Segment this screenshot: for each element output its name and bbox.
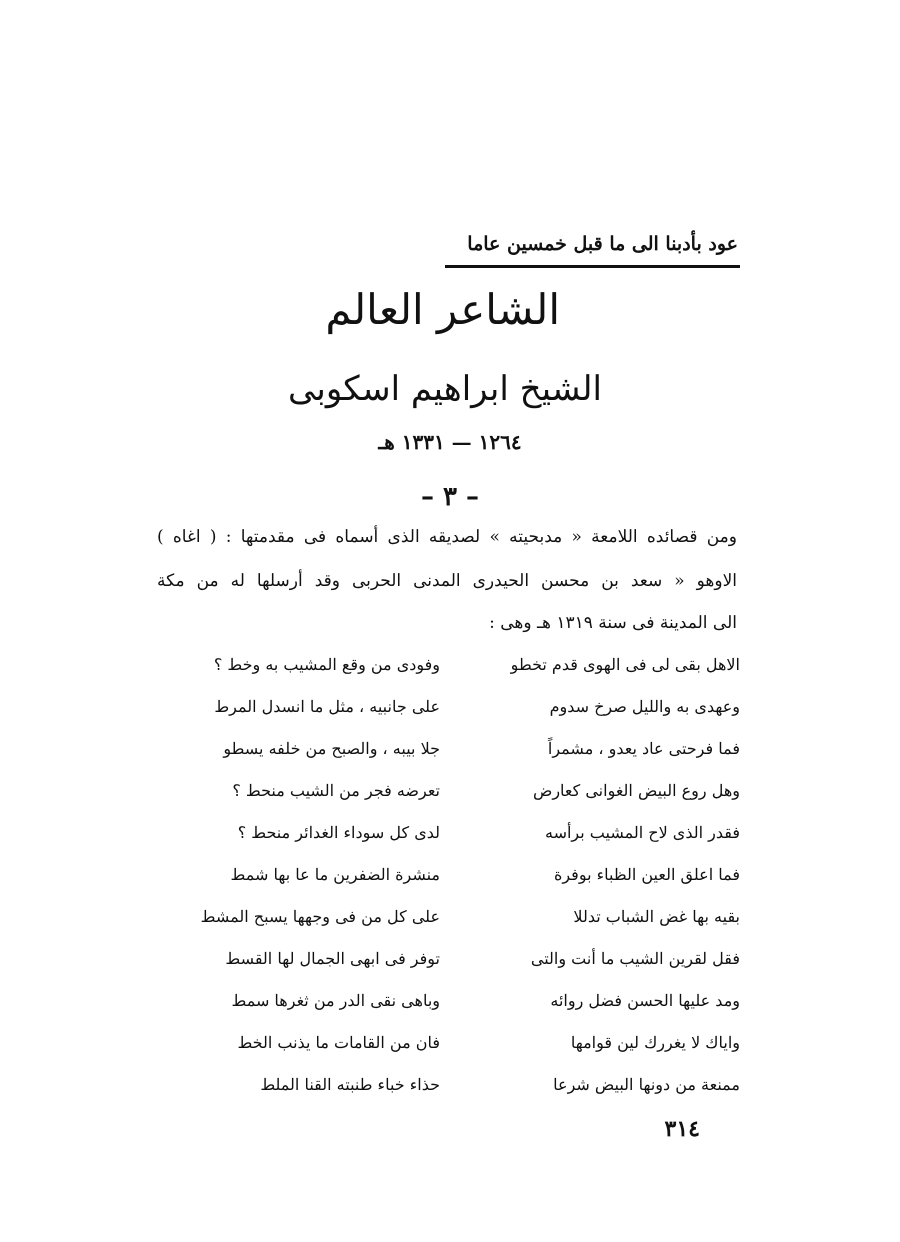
verse-second-hemistich: منشرة الضفرين ما عا بها شمط <box>230 865 440 884</box>
verse-second-hemistich: فان من القامات ما يذنب الخط <box>237 1033 440 1052</box>
verse-first-hemistich: فما فرحتى عاد يعدو ، مشمراً <box>547 739 740 758</box>
verse-second-hemistich: وفودى من وقع المشيب به وخط ؟ <box>213 655 440 674</box>
article-subtitle: الشيخ ابراهيم اسكوبى <box>288 369 602 409</box>
verse-second-hemistich: وباهى نقى الدر من ثغرها سمط <box>231 991 440 1010</box>
verse-first-hemistich: فما اعلق العين الظباء بوفرة <box>553 865 740 884</box>
poem-verse <box>160 772 740 810</box>
article-title: الشاعر العالم <box>325 285 560 334</box>
verse-second-hemistich: توفر فى ابهى الجمال لها القسط <box>225 949 440 968</box>
poem-verse <box>160 982 740 1020</box>
kicker-underline <box>445 265 740 268</box>
intro-line: الى المدينة فى سنة ١٣١٩ هـ وهى : <box>489 613 737 633</box>
poem-verse <box>160 646 740 684</box>
verse-second-hemistich: تعرضه فجر من الشيب منحط ؟ <box>232 781 440 800</box>
verse-second-hemistich: لدى كل سوداء الغدائر منحط ؟ <box>237 823 440 842</box>
verse-second-hemistich: حذاء خباء طنبته القنا الملط <box>260 1075 440 1094</box>
intro-line: الاوهو « سعد بن محسن الحيدرى المدنى الحربى وقد أرسلها له من مكة <box>157 571 737 591</box>
section-kicker: عود بأدبنا الى ما قبل خمسين عاما <box>467 233 738 255</box>
verse-first-hemistich: واياك لا يغررك لين قوامها <box>570 1033 740 1052</box>
poem-verse <box>160 856 740 894</box>
verse-first-hemistich: فقل لقرين الشيب ما أنت والتى <box>530 949 740 968</box>
verse-first-hemistich: ممنعة من دونها البيض شرعا <box>553 1075 740 1094</box>
verse-first-hemistich: بقيه بها غض الشباب تدللا <box>573 907 740 926</box>
poem-verse <box>160 940 740 978</box>
verse-first-hemistich: ومد عليها الحسن فضل روائه <box>550 991 740 1010</box>
part-number: – ٣ – <box>420 482 480 512</box>
verse-second-hemistich: على جانبيه ، مثل ما انسدل المرط <box>214 697 440 716</box>
poem-verse <box>160 730 740 768</box>
poem-verse <box>160 1066 740 1104</box>
verse-second-hemistich: على كل من فى وجهها يسبح المشط <box>200 907 440 926</box>
verse-first-hemistich: وهل روع البيض الغوانى كعارض <box>532 781 740 800</box>
page-number: ٣١٤ <box>664 1116 700 1142</box>
life-dates: ١٢٦٤ — ١٣٣١ هـ <box>378 430 522 454</box>
poem-verse <box>160 814 740 852</box>
intro-line: ومن قصائده اللامعة « مدبحيته » لصديقه الذى أسماه فى مقدمتها : ( اغاه ) <box>157 527 737 547</box>
poem <box>160 646 740 1116</box>
poem-verse <box>160 1024 740 1062</box>
verse-first-hemistich: فقدر الذى لاح المشيب برأسه <box>545 823 740 842</box>
poem-verse <box>160 688 740 726</box>
verse-second-hemistich: جلا بيبه ، والصبح من خلفه يسطو <box>223 739 440 758</box>
verse-first-hemistich: وعهدى به والليل صرخ سدوم <box>549 697 740 716</box>
verse-first-hemistich: الاهل بقى لى فى الهوى قدم تخطو <box>510 655 740 674</box>
poem-verse <box>160 898 740 936</box>
